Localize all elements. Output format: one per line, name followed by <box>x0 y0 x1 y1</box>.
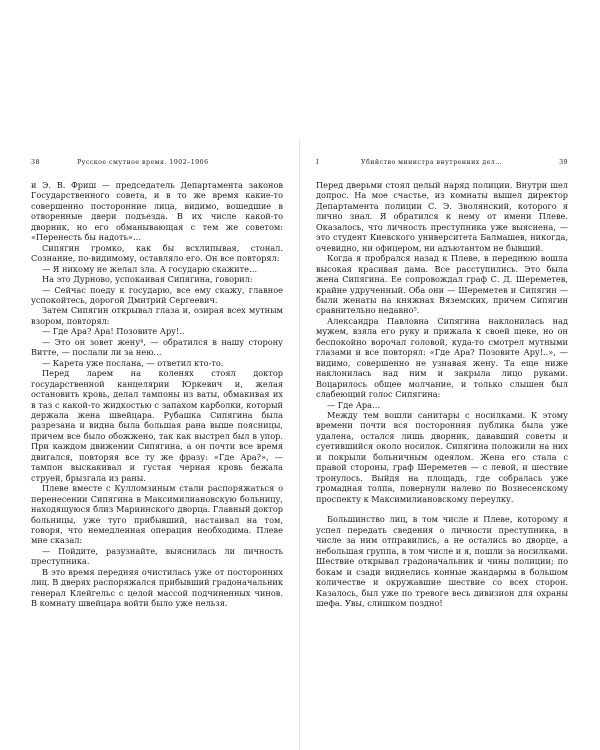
right-page-number: 39 <box>559 159 568 166</box>
paragraph: — Сейчас поеду к государю, все ему скажу, главное успокойтесь, дорогой Дмитрий Сергеевич. <box>31 284 283 305</box>
paragraph: — Это он зовет жену⁴, — обратился в нашу сторону Витте, — послали ли за нею… <box>31 336 283 358</box>
paragraph: Большинство лиц, в том числе и Плеве, которому я успел передать сведения о личности преступника, в числе за ним отправились, а не остались во дворце, а небольшая группа, в том числе и я, пошли за носилками. Шествие открывал градоначальник и чины полиции; по бокам и сзади виднелись конные жандармы в большом количестве и окружавшие шествие со всех сторон. Казалось, был уже по тревоге весь дивизион для охраны шефа. Увы, слишком поздно! <box>316 514 568 609</box>
paragraph: — Я никому не желал зла. А государю скажите… <box>42 263 258 274</box>
paragraph: и Э. В. Фриш — председатель Департамента законов Государственного совета, и в то же время какие-то совершенно посторонние лица, видимо, вошедшие в отворенные двери подъезда. В их числе какой-то дворник, но его обманывающая с тем же советом: «Перенесть бы надоть»… <box>31 180 283 243</box>
paragraph: Между тем вошли санитары с носилками. К этому времени почти вся посторонняя публика была уже удалена, остался лишь дворник, дававший советы и суетившийся около носилок. Сипягина положили на них и покрыли больничным одеялом. Жена его стала с правой стороны, граф Шереметев — с левой, и шествие тронулось. Выйдя на площадь, где собралась уже громадная толпа, повернули налево по Вознесенскому проспекту к Максимилиановскому переулку. <box>316 409 568 504</box>
paragraph: Перед ларем на коленях стоял доктор государственной канцелярии Юркевич и, желая остановить кровь, делал тампоны из ваты, обмакивая их в таз с какой-то жидкостью с запахом карболки, который держала жена швейцара. Рубашка Сипягина была разрезана и видна была большая рана выше поясницы, причем все было обожжено, так как выстрел был в упор. При каждом движении Сипягина, а он почти все время двигался, повторяя все ту же фразу: «Где Ара?», — тампон выскакивал и густая черная кровь бежала струей, брызгала из раны. <box>31 368 283 483</box>
left-page-number: 38 <box>31 159 40 166</box>
right-page <box>300 0 600 750</box>
paragraph: В это время передняя очистилась уже от посторонних лиц. В дверях распоряжался прибывший градоначальник генерал Клейгельс с целой массой подчиненных чинов. В комнату швейцара войти было уже нельзя. <box>31 566 283 609</box>
right-page-text <box>316 180 568 609</box>
paragraph: Сипягин громко, как бы всхлипывая, стонал. Сознание, по-видимому, оставляло его. Он все повторял: <box>31 242 283 264</box>
paragraph: — Карета уже послана, — ответил кто-то. <box>42 357 224 368</box>
left-running-head: Русское смутное время. 1902–1906 <box>77 159 209 166</box>
paragraph: Плеве вместе с Кулломзиным стали распоряжаться о перенесении Сипягина в Максимилиановскую больницу, находящуюся близ Мариинского дворца. Главный доктор больницы, уже туго прибывший, настаивал на том, говоря, что немедленная операция необходима. Плеве мне сказал: <box>31 483 283 546</box>
paragraph: На это Дурново, успокаивая Сипягина, говорил: <box>42 274 253 285</box>
paragraph: Когда я пробрался назад к Плеве, в переднюю вошла высокая красивая дама. Все расступились. Это была жена Сипягина. Ее сопровождал граф С. Д. Шереметев, крайне удрученный. Оба они — Шереметев и Сипягин — были женаты на княжнах Вяземских, причем Сипягин сравнительно недавно⁵. <box>316 253 568 316</box>
paragraph: — Где Ара? Ара! Позовите Ару!.. <box>42 326 185 337</box>
paragraph: — Пойдите, разузнайте, выяснилась ли личность преступника. <box>31 545 283 567</box>
paragraph: Александра Павловна Сипягина наклонилась над мужем, взяла его руку и прижала к своей щеке, но он беспокойно ворочал головой, куда-то смотрел мутными глазами и все повторял: «Где Ара? Позовите Ару!..», — видимо, совершенно не узнавая жену. Та еще ниже наклонилась над ним и закрыла лицо руками. Воцарилось общее молчание, и только слышен был слабеющий голос Сипягина: <box>316 315 568 400</box>
paragraph: Затем Сипягин открывал глаза и, озирая всех мутным взором, повторял: <box>31 305 283 326</box>
right-running-head: Убийство министра внутренних дел… <box>361 159 502 166</box>
right-section-mark: I <box>316 159 319 166</box>
left-page-text <box>31 180 283 609</box>
paragraph: Перед дверьми стоял целый наряд полиции. Внутри шел допрос. На мое счастье, из комнаты вышел директор Департамента полиции С. Э. Зволянский, которого я лично знал. Я обратился к нему от имени Плеве. Оказалось, что личность преступника уже выяснена, — это студент Киевского университета Балмашев, никогда, очевидно, ни офицером, ни адъютантом не бывший. <box>316 180 568 253</box>
paragraph: — Где Ара… <box>327 399 381 410</box>
